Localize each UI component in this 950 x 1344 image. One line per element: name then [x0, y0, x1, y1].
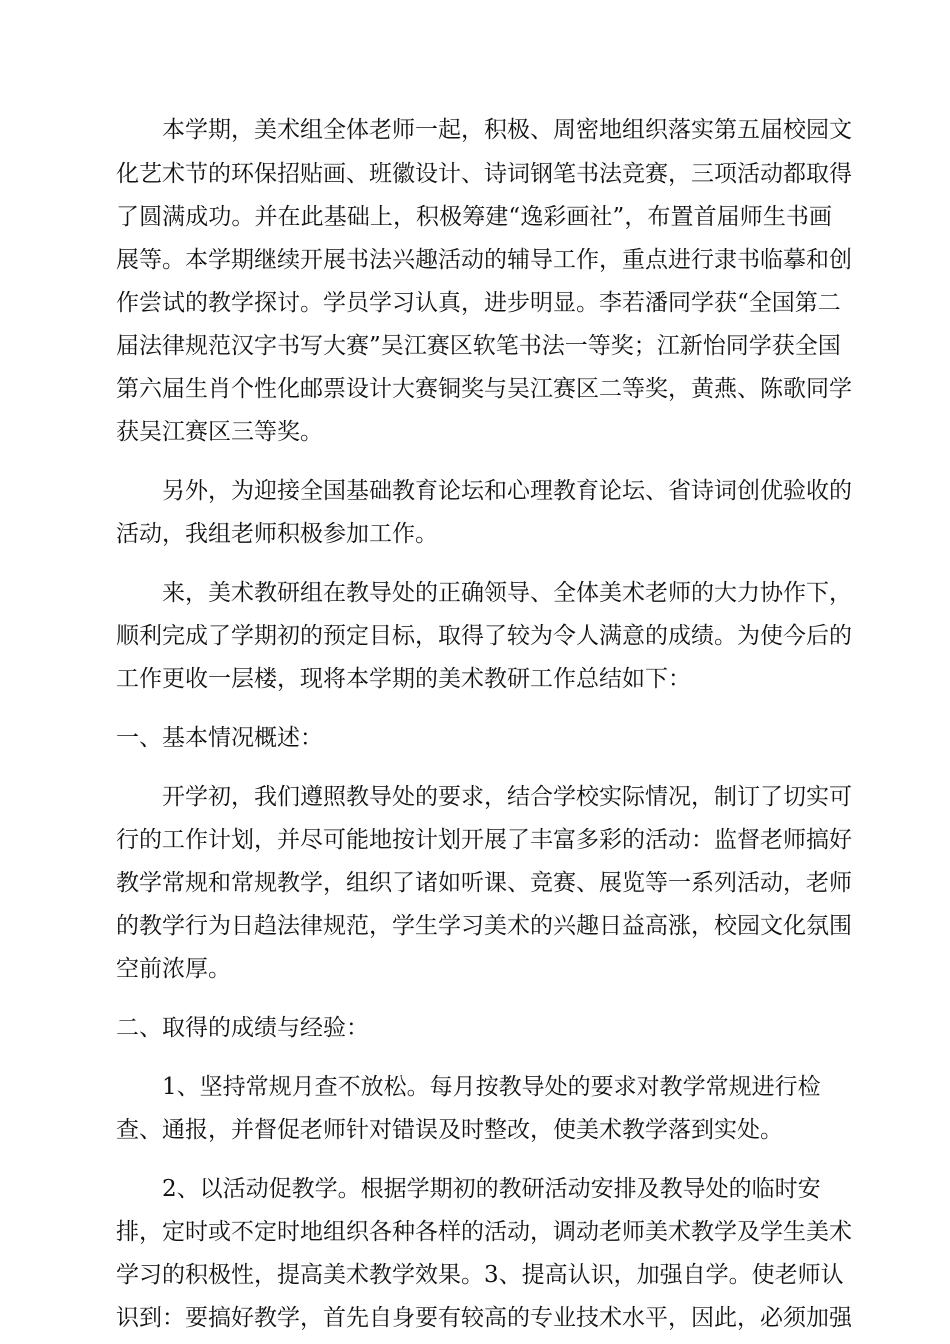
paragraph-line: 的教学行为日趋法律规范，学生学习美术的兴趣日益高涨，校园文化氛围: [116, 913, 852, 939]
section-heading: 一、基本情况概述：: [116, 725, 323, 751]
paragraph-line: 获吴江赛区三等奖。: [116, 419, 323, 445]
paragraph-line: 活动，我组老师积极参加工作。: [116, 521, 438, 547]
paragraph-line: 空前浓厚。: [116, 956, 231, 982]
paragraph-line: 第六届生肖个性化邮票设计大赛铜奖与吴江赛区二等奖，黄燕、陈歌同学: [116, 376, 852, 402]
paragraph-line: 了圆满成功。并在此基础上，积极筹建“逸彩画社”，布置首届师生书画: [116, 204, 832, 230]
paragraph-line: 学习的积极性，提高美术教学效果。3、提高认识，加强自学。使老师认: [116, 1262, 844, 1288]
paragraph-line: 查、通报，并督促老师针对错误及时整改，使美术教学落到实处。: [116, 1117, 783, 1143]
paragraph-line: 开学初，我们遵照教导处的要求，结合学校实际情况，制订了切实可: [162, 784, 852, 810]
paragraph-line: 来，美术教研组在教导处的正确领导、全体美术老师的大力协作下，: [162, 580, 852, 606]
paragraph-line: 作尝试的教学探讨。学员学习认真，进步明显。李若潘同学获“全国第二: [116, 290, 841, 316]
paragraph-line: 2、以活动促教学。根据学期初的教研活动安排及教导处的临时安: [162, 1176, 821, 1202]
paragraph-line: 化艺术节的环保招贴画、班徽设计、诗词钢笔书法竞赛，三项活动都取得: [116, 161, 852, 187]
paragraph-line: 本学期，美术组全体老师一起，积极、周密地组织落实第五届校园文: [162, 117, 852, 143]
paragraph-line: 展等。本学期继续开展书法兴趣活动的辅导工作，重点进行隶书临摹和创: [116, 247, 852, 273]
section-heading: 二、取得的成绩与经验：: [116, 1015, 369, 1041]
paragraph-line: 识到：要搞好教学，首先自身要有较高的专业技术水平，因此，必须加强: [116, 1305, 852, 1331]
paragraph-line: 1、坚持常规月查不放松。每月按教导处的要求对教学常规进行检: [162, 1074, 821, 1100]
paragraph-line: 顺利完成了学期初的预定目标，取得了较为令人满意的成绩。为使今后的: [116, 623, 852, 649]
paragraph-line: 教学常规和常规教学，组织了诸如听课、竞赛、展览等一系列活动，老师: [116, 870, 852, 896]
paragraph-line: 行的工作计划，并尽可能地按计划开展了丰富多彩的活动：监督老师搞好: [116, 827, 852, 853]
paragraph-line: 工作更收一层楼，现将本学期的美术教研工作总结如下：: [116, 666, 691, 692]
paragraph-line: 排，定时或不定时地组织各种各样的活动，调动老师美术教学及学生美术: [116, 1219, 852, 1245]
paragraph-line: 届法律规范汉字书写大赛”吴江赛区软笔书法一等奖；江新怡同学获全国: [116, 333, 841, 359]
paragraph-line: 另外，为迎接全国基础教育论坛和心理教育论坛、省诗词创优验收的: [162, 478, 852, 504]
